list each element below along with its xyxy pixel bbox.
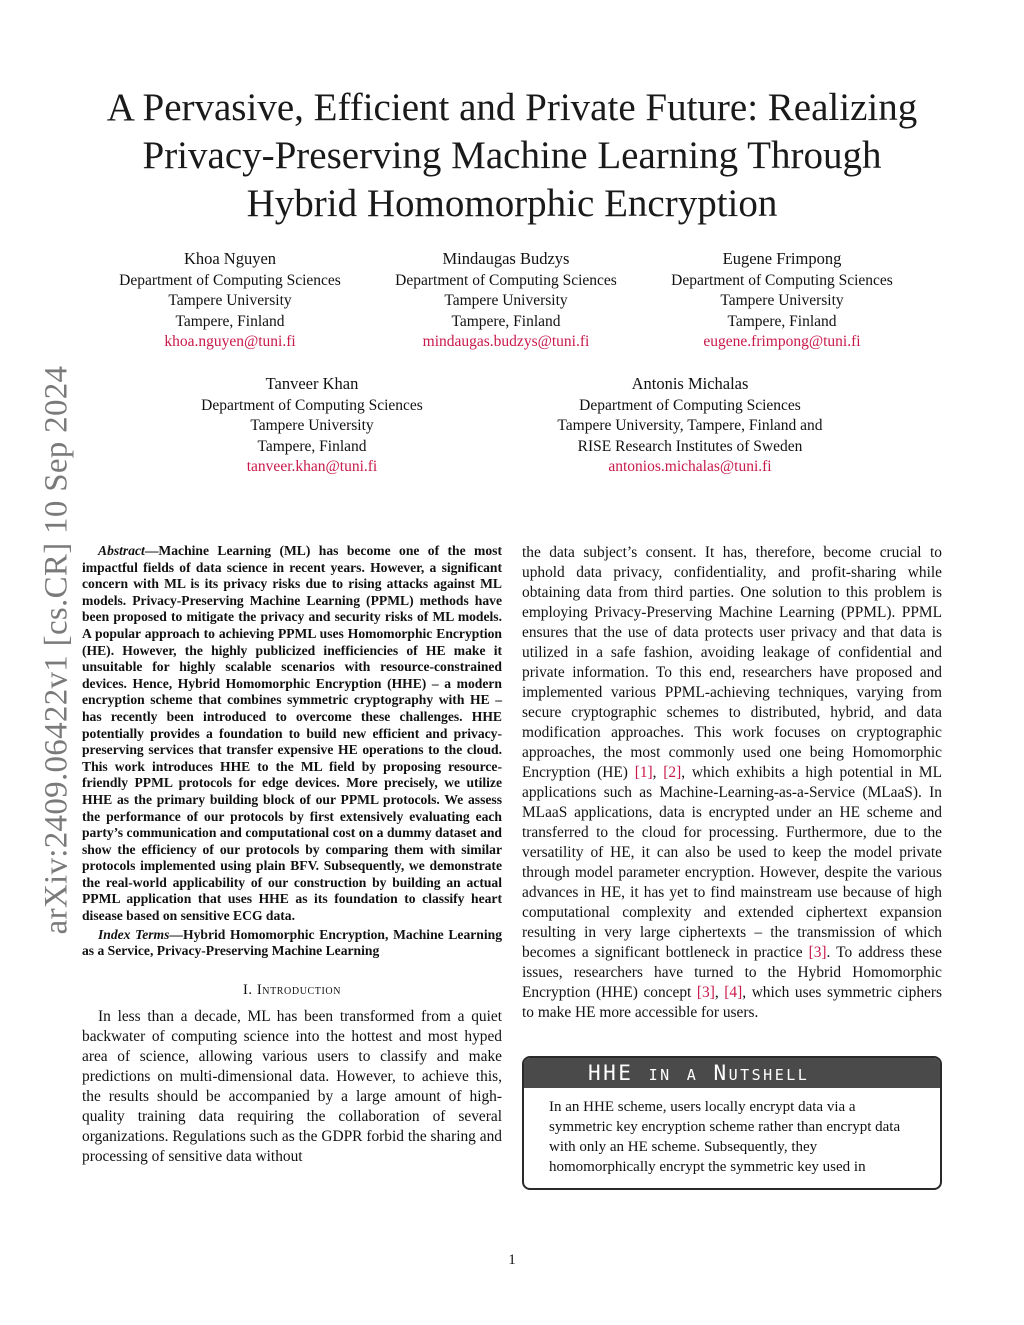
- title-line: Privacy-Preserving Machine Learning Through: [142, 134, 882, 177]
- author-block: [632, 249, 932, 353]
- author-department: Department of Computing Sciences: [201, 396, 423, 414]
- author-affiliation: Tampere University: [444, 292, 568, 309]
- index-terms-text: —Hybrid Homomorphic Encryption, Machine Learning as a Service, Privacy-Preserving Machine Learning: [82, 926, 502, 959]
- body-text-segment: the data subject’s consent. It has, therefore, become crucial to uphold data privacy, confidentiality, and profit-sharing while obtaining data from third parties. One solution to this problem is employing Privacy-Preserving Machine Learning (PPML). PPML ensures that the use of data protects user privacy and that data is utilized in a safe fashion, avoiding leakage of confidential and private information. To this end, researchers have proposed and implemented various PPML-achieving techniques, varying from secure cryptographic schemes to distributed, hybrid, and data modification approaches. This work focuses on cryptographic approaches, the most commonly used one being Homomorphic Encryption (HE): [522, 544, 942, 781]
- right-column: [522, 543, 942, 1023]
- author-email[interactable]: mindaugas.budzys@tuni.fi: [422, 333, 590, 350]
- arxiv-stamp: arXiv:2409.06422v1 [cs.CR] 10 Sep 2024: [38, 365, 75, 935]
- author-name: Khoa Nguyen: [183, 249, 277, 268]
- abstract-text: —Machine Learning (ML) has become one of the most impactful fields of data science in recent years. However, a significant concern with ML is its privacy risks due to rising attacks against ML models. Privacy-Preserving Machine Learning (PPML) methods have been proposed to mitigate the privacy and security risks of ML models. A popular approach to achieving PPML uses Homomorphic Encryption (HE). However, the highly publicized inefficiencies of HE make it unsuitable for highly scalable scenarios with resource-constrained devices. Hence, Hybrid Homomorphic Encryption (HHE) – a modern encryption scheme that combines symmetric cryptography with HE – has recently been introduced to overcome these challenges. HHE potentially provides a foundation to build new efficient and privacy-preserving services that transfer expensive HE operations to the cloud. This work introduces HHE to the ML field by proposing resource-friendly PPML protocols for edge devices. More precisely, we utilize HHE as the primary building block of our PPML protocols. We assess the performance of our protocols by first extensively evaluating each party’s communication and computational cost on a dummy dataset and show the efficiency of our protocols by comparing them with similar protocols implemented using plain BFV. Subsequently, we demonstrate the real-world applicability of our construction by building an actual PPML application that uses HHE as its foundation to classify heart disease based on sensitive ECG data.: [82, 543, 502, 924]
- left-column: [82, 543, 502, 1167]
- author-location: Tampere, Finland: [727, 312, 837, 330]
- index-terms-label: Index Terms: [98, 926, 170, 942]
- author-location: Tampere, Finland: [257, 437, 367, 455]
- body-text-segment: , which uses symmetric ciphers to make HE more accessible for users.: [522, 984, 942, 1021]
- author-name: Antonis Michalas: [631, 374, 749, 393]
- author-department: Department of Computing Sciences: [119, 271, 341, 289]
- author-affiliation: Tampere University: [168, 292, 292, 309]
- body-text-segment: , which exhibits a high potential in ML applications such as Machine-Learning-as-a-Service (MLaaS). In MLaaS applications, data is encrypted under an HE scheme and transferred to the cloud for processing. Furthermore, due to the versatility of HE, it can also be used to keep the model private through model parameter encryption. However, despite the various advances in HE, it has yet to find mainstream use because of high computational complexity and extended ciphertext expansion resulting in very large ciphertexts – the transmission of which becomes a significant bottleneck in practice: [522, 764, 942, 961]
- title-line: Hybrid Homomorphic Encryption: [246, 182, 778, 225]
- section-heading: I. Introduction: [242, 981, 342, 998]
- author-department: Department of Computing Sciences: [671, 271, 893, 289]
- author-email[interactable]: tanveer.khan@tuni.fi: [246, 458, 378, 475]
- author-block: [80, 249, 380, 353]
- citation-link[interactable]: [4]: [724, 984, 743, 1001]
- author-email[interactable]: khoa.nguyen@tuni.fi: [164, 333, 296, 350]
- citation-link[interactable]: [2]: [663, 764, 682, 781]
- author-location: RISE Research Institutes of Sweden: [577, 437, 803, 455]
- author-location: Tampere, Finland: [175, 312, 285, 330]
- author-department: Department of Computing Sciences: [579, 396, 801, 414]
- nutshell-text: In an HHE scheme, users locally encrypt data via a symmetric key encryption scheme rather than encrypt data with only an HE scheme. Subsequently, they homomorphically encrypt the symmetric key used in: [549, 1099, 901, 1175]
- citation-separator: ,: [714, 984, 725, 1001]
- citation-separator: ,: [652, 764, 664, 781]
- nutshell-title: HHE in a Nutshell: [524, 1058, 940, 1088]
- abstract: [82, 543, 502, 925]
- author-affiliation: Tampere University, Tampere, Finland and: [557, 417, 823, 434]
- nutshell-box: [522, 1056, 942, 1190]
- author-name: Tanveer Khan: [265, 374, 359, 393]
- author-affiliation: Tampere University: [250, 417, 374, 434]
- page-number: 1: [508, 1252, 516, 1268]
- author-name: Mindaugas Budzys: [442, 249, 570, 268]
- citation-link[interactable]: [1]: [634, 764, 653, 781]
- author-affiliation: Tampere University: [720, 292, 844, 309]
- author-block: [520, 374, 860, 478]
- index-terms: [82, 927, 502, 960]
- intro-paragraph: In less than a decade, ML has been transformed from a quiet backwater of computing science into the hottest and most hyped area of science, allowing various users to classify and make predictions on multi-dimensional data. However, to achieve this, the results should be accompanied by a large amount of high-quality training data requiring the collaboration of several organizations. Regulations such as the GDPR forbid the sharing and processing of sensitive data without: [82, 1007, 502, 1165]
- citation-link[interactable]: [3]: [808, 944, 827, 961]
- body-text-segment: . To address these issues, researchers have turned to the Hybrid Homomorphic Encryption (HHE) concept: [522, 944, 943, 1001]
- author-email[interactable]: antonios.michalas@tuni.fi: [608, 458, 772, 475]
- body-paragraph: [522, 543, 942, 1023]
- author-location: Tampere, Finland: [451, 312, 561, 330]
- abstract-label: Abstract: [98, 543, 145, 558]
- author-block: [356, 249, 656, 353]
- author-email[interactable]: eugene.frimpong@tuni.fi: [703, 333, 861, 350]
- author-block: [162, 374, 462, 478]
- author-name: Eugene Frimpong: [722, 249, 842, 268]
- author-department: Department of Computing Sciences: [395, 271, 617, 289]
- paper-title: [60, 84, 964, 228]
- citation-link[interactable]: [3]: [696, 984, 715, 1001]
- title-line: A Pervasive, Efficient and Private Future: Realizing: [106, 86, 918, 129]
